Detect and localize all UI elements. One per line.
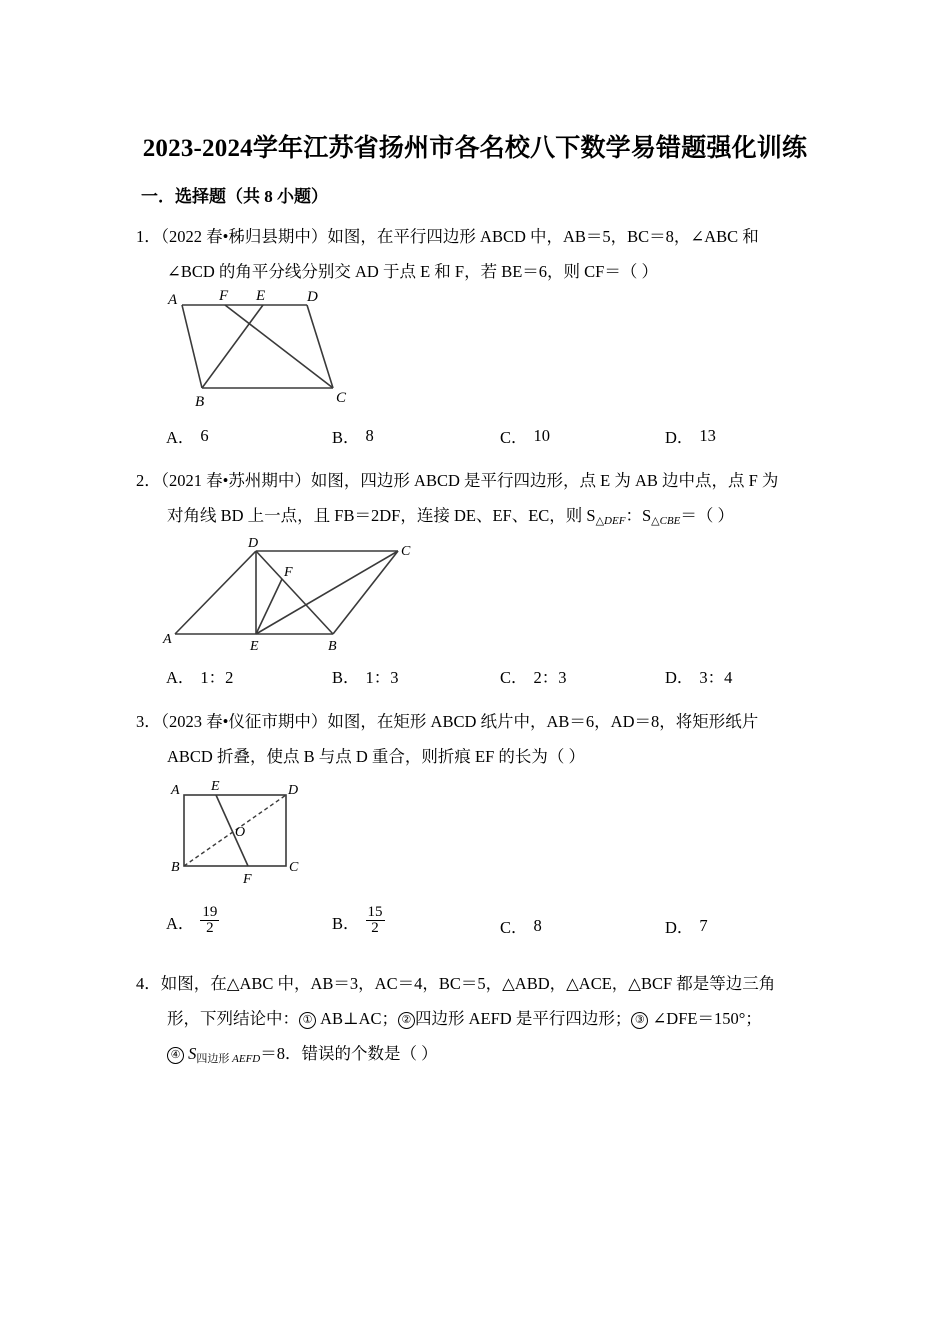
figure-3-label-D: D [288,783,299,798]
question-4-line-1 [136,966,836,1001]
question-2-number: 2． [136,471,161,490]
question-3-line-1 [136,704,836,739]
question-2-body-2b: ：S [625,506,652,525]
figure-1-label-F: F [219,288,229,304]
question-4-line-2 [136,1001,836,1036]
figure-1-label-D: D [307,289,318,305]
question-1-body-1: （2022 春•秭归县期中）如图，在平行四边形 ABCD 中，AB＝5，BC＝8，∠ABC 和 [160,227,759,246]
figure-2-label-C: C [401,544,411,559]
figure-question-3 [158,778,338,893]
option-fraction [200,905,219,937]
option-value: 8 [365,426,374,445]
question-2-body-2a: 对角线 BD 上一点，且 FB＝2DF，连接 DE、EF、EC，则 S [167,506,596,525]
option-value: 2：3 [533,668,567,687]
option-label: D． [665,918,694,937]
option-value: 8 [533,916,542,935]
question-3-option-c[interactable] [500,914,542,938]
question-1-line-1 [136,219,836,254]
figure-question-1 [155,288,385,413]
figure-2-label-B: B [328,639,337,653]
figure-2-label-D: D [248,536,259,551]
option-label: B． [332,668,360,687]
figure-3-label-F: F [243,872,252,887]
option-value: 3：4 [699,668,733,687]
question-1-text [136,219,836,289]
question-2-option-c[interactable] [500,664,567,688]
section-heading: 一．选择题（共 8 小题） [141,187,328,206]
question-1-option-d[interactable] [665,424,716,448]
question-4-number: 4． [136,974,161,993]
question-1-option-c[interactable] [500,424,550,448]
question-2-subscript-2: △CBE [651,515,681,527]
option-label: B． [332,428,360,447]
fraction-denominator: 2 [200,920,219,936]
figure-3-label-B: B [171,860,180,875]
option-value: 13 [699,426,716,445]
option-label: D． [665,668,694,687]
question-3-number: 3． [136,712,161,731]
option-label: C． [500,428,528,447]
question-4-body-3: ＝8．错误的个数是（ ） [260,1044,438,1063]
option-value: 6 [200,426,209,445]
figure-2-label-E: E [250,639,259,653]
option-value: 1：2 [200,668,234,687]
option-fraction [366,905,385,937]
question-4-body-2b: AB⊥AC； [316,1009,398,1028]
question-1-options [166,424,846,458]
question-2-body-1: （2021 春•苏州期中）如图，四边形 ABCD 是平行四边形，点 E 为 AB 边中点，点 F 为 [160,471,779,490]
option-label: A． [166,913,195,933]
fraction-denominator: 2 [366,920,385,936]
option-value: 7 [699,916,708,935]
option-value: 10 [533,426,551,445]
question-4-line-3 [136,1036,836,1077]
question-2-subscript-1: △DEF [595,515,626,527]
question-4-text [136,966,836,1077]
option-label: A． [166,428,195,447]
question-4-subscript-cn: 四边形 [196,1053,233,1065]
question-4-body-2c: 四边形 AEFD 是平行四边形； [414,1009,632,1028]
question-4-area-symbol: S [184,1044,197,1063]
question-4-body-2d: ∠DFE＝150°； [648,1009,762,1028]
circled-number-1: ① [299,1012,316,1029]
option-label: B． [332,913,360,933]
question-2-option-d[interactable] [665,664,732,688]
question-1-line-2: ∠BCD 的角平分线分别交 AD 于点 E 和 F，若 BE＝6，则 CF＝（ ） [167,262,658,281]
figure-2-label-F: F [284,565,293,580]
question-1-option-b[interactable] [332,424,374,448]
option-label: D． [665,428,694,447]
fraction-numerator: 15 [367,904,383,920]
figure-3-label-E: E [211,779,220,794]
question-3-body-1: （2023 春•仪征市期中）如图，在矩形 ABCD 纸片中，AB＝6，AD＝8，将矩形纸片 [160,712,759,731]
option-label: C． [500,668,528,687]
question-3-option-b[interactable] [332,906,385,938]
question-3-options [166,904,846,956]
figure-1-label-C: C [336,390,347,406]
question-2-option-b[interactable] [332,664,399,688]
circled-number-4: ④ [167,1047,184,1064]
fraction-numerator: 19 [202,904,218,920]
question-4-body-2a: 形，下列结论中： [167,1009,299,1028]
question-2-option-a[interactable] [166,664,233,688]
question-3-option-a[interactable] [166,906,219,938]
question-3-option-d[interactable] [665,914,708,938]
question-1-option-a[interactable] [166,424,209,448]
option-label: C． [500,918,528,937]
figure-question-2 [160,533,420,658]
page-title: 2023-2024学年江苏省扬州市各名校八下数学易错题强化训练 [142,135,808,162]
figure-3-label-A: A [171,783,180,798]
question-4-body-1: 如图，在△ABC 中，AB＝3，AC＝4，BC＝5，△ABD，△ACE，△BCF 都是等边三角 [160,974,776,993]
figure-3-label-O: O [235,825,246,840]
question-3-text [136,704,836,774]
question-2-options [166,664,846,698]
question-2-body-2c: ＝（ ） [680,506,734,525]
option-label: A． [166,668,195,687]
circled-number-3: ③ [631,1012,648,1029]
option-value: 1：3 [365,668,399,687]
question-2-line-1 [136,463,836,498]
figure-1-label-E: E [256,288,266,304]
question-3-line-2: ABCD 折叠，使点 B 与点 D 重合，则折痕 EF 的长为（ ） [167,747,586,766]
figure-3-label-C: C [289,860,299,875]
question-4-subscript-en: AEFD [232,1053,261,1065]
circled-number-2: ② [398,1012,415,1029]
figure-2-label-A: A [163,632,172,647]
question-2-text [136,463,836,539]
figure-1-label-A: A [168,292,178,308]
question-1-number: 1． [136,227,161,246]
figure-1-label-B: B [195,394,205,408]
